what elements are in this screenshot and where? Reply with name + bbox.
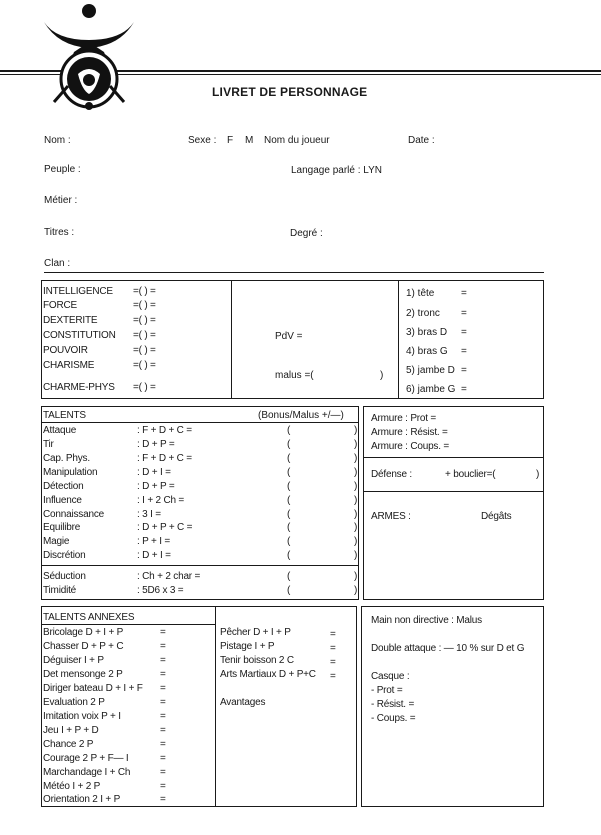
casque-coups[interactable]: - Coups. = [371, 713, 416, 724]
talent-formula[interactable]: : 3 I = [137, 509, 161, 520]
annexes-divider [215, 606, 216, 807]
casque-resist[interactable]: - Résist. = [371, 699, 415, 710]
double-attaque: Double attaque : — 10 % sur D et G [371, 643, 525, 654]
annex-name: Pêcher D + I + P [220, 627, 291, 638]
talent-bonus-open[interactable]: ( [287, 467, 291, 478]
annexes-header-rule [41, 624, 216, 625]
talent-bonus-close: ) [354, 585, 358, 596]
stat-name: DEXTERITE [43, 315, 98, 326]
emblem-icon [38, 2, 148, 114]
talent-bonus-close: ) [354, 509, 358, 520]
talent-name: Détection [43, 481, 84, 492]
talents-header-rule [41, 422, 359, 423]
page-title: LIVRET DE PERSONNAGE [212, 85, 368, 99]
stat-name: CHARISME [43, 360, 95, 371]
talent-bonus-close: ) [354, 522, 358, 533]
talent-bonus-close: ) [354, 453, 358, 464]
stat-name: CHARME-PHYS [43, 382, 115, 393]
date-label: Date : [408, 135, 435, 146]
sexe-label: Sexe : [188, 135, 217, 146]
malus-close: ) [380, 370, 384, 381]
stat-formula[interactable]: =( ) = [133, 345, 156, 356]
talent-bonus-open[interactable]: ( [287, 453, 291, 464]
metier-label: Métier : [44, 195, 78, 206]
annex-value[interactable]: = [160, 725, 166, 736]
avantages-label: Avantages [220, 697, 266, 708]
stat-name: FORCE [43, 300, 78, 311]
annex-name: Orientation 2 I + P [43, 794, 121, 805]
body-part-value[interactable]: = [461, 288, 467, 299]
annex-value[interactable]: = [330, 671, 336, 682]
talent-name: Timidité [43, 585, 77, 596]
talent-bonus-close: ) [354, 571, 358, 582]
annex-value[interactable]: = [160, 767, 166, 778]
stats-divider-1 [231, 280, 232, 399]
talents-bonus-header: (Bonus/Malus +/—) [258, 410, 344, 421]
talents-group-rule [41, 565, 359, 566]
talent-formula[interactable]: : I + 2 Ch = [137, 495, 185, 506]
stat-name: POUVOIR [43, 345, 88, 356]
annex-value[interactable]: = [160, 794, 166, 805]
body-part-value[interactable]: = [461, 346, 467, 357]
talent-formula[interactable]: : Ch + 2 char = [137, 571, 201, 582]
annex-name: Diriger bateau D + I + F [43, 683, 143, 694]
talent-bonus-open[interactable]: ( [287, 585, 291, 596]
stat-formula[interactable]: =( ) = [133, 330, 156, 341]
stats-divider-2 [398, 280, 399, 399]
armor-resist[interactable]: Armure : Résist. = [371, 427, 448, 438]
annex-value[interactable]: = [160, 781, 166, 792]
body-part-value[interactable]: = [461, 384, 467, 395]
sexe-f-option[interactable]: F [227, 135, 234, 146]
armor-coups[interactable]: Armure : Coups. = [371, 441, 450, 452]
stat-formula[interactable]: =( ) = [133, 360, 156, 371]
degre-label: Degré : [290, 228, 323, 239]
talent-bonus-open[interactable]: ( [287, 550, 291, 561]
annex-value[interactable]: = [160, 627, 166, 638]
annex-name: Marchandage I + Ch [43, 767, 131, 778]
body-part-label: 2) tronc [406, 308, 440, 319]
armor-prot[interactable]: Armure : Prot = [371, 413, 437, 424]
malus-label[interactable]: malus =( [275, 370, 314, 381]
annex-name: Bricolage D + I + P [43, 627, 124, 638]
talent-bonus-open[interactable]: ( [287, 495, 291, 506]
body-part-value[interactable]: = [461, 365, 467, 376]
player-name-label: Nom du joueur [264, 135, 330, 146]
annex-name: Chance 2 P [43, 739, 94, 750]
defense-label: Défense : [371, 469, 413, 480]
annex-value[interactable]: = [330, 629, 336, 640]
body-part-label: 1) tête [406, 288, 435, 299]
langage-label: Langage parlé : LYN [291, 165, 382, 176]
talent-formula[interactable]: : D + I = [137, 550, 171, 561]
talent-bonus-close: ) [354, 439, 358, 450]
annex-name: Jeu I + P + D [43, 725, 99, 736]
talent-formula[interactable]: : F + D + C = [137, 425, 192, 436]
casque-prot[interactable]: - Prot = [371, 685, 403, 696]
talent-bonus-open[interactable]: ( [287, 536, 291, 547]
annex-name: Courage 2 P + F— I [43, 753, 129, 764]
stat-formula[interactable]: =( ) = [133, 300, 156, 311]
degats-label: Dégâts [481, 511, 512, 522]
talent-name: Connaissance [43, 509, 104, 520]
annex-name: Evaluation 2 P [43, 697, 105, 708]
talent-bonus-open[interactable]: ( [287, 522, 291, 533]
annex-name: Imitation voix P + I [43, 711, 121, 722]
talent-bonus-close: ) [354, 536, 358, 547]
talent-bonus-close: ) [354, 495, 358, 506]
annex-name: Det mensonge 2 P [43, 669, 123, 680]
annex-value[interactable]: = [160, 697, 166, 708]
peuple-label: Peuple : [44, 164, 81, 175]
talent-bonus-open[interactable]: ( [287, 571, 291, 582]
annex-value[interactable]: = [160, 711, 166, 722]
annex-name: Déguiser I + P [43, 655, 104, 666]
pdv-label[interactable]: PdV = [275, 331, 303, 342]
armor-rule-1 [363, 457, 544, 458]
annex-value[interactable]: = [330, 657, 336, 668]
body-part-label: 4) bras G [406, 346, 448, 357]
annex-value[interactable]: = [160, 683, 166, 694]
stat-name: CONSTITUTION [43, 330, 116, 341]
body-part-label: 6) jambe G [406, 384, 456, 395]
talent-formula[interactable]: : P + I = [137, 536, 171, 547]
talent-formula[interactable]: : D + P + C = [137, 522, 193, 533]
annex-value[interactable]: = [160, 739, 166, 750]
casque-label: Casque : [371, 671, 410, 682]
clan-label: Clan : [44, 258, 71, 269]
talent-name: Magie [43, 536, 70, 547]
annex-value[interactable]: = [160, 655, 166, 666]
talent-name: Attaque [43, 425, 77, 436]
talent-bonus-close: ) [354, 550, 358, 561]
talent-name: Equilibre [43, 522, 81, 533]
talent-name: Tir [43, 439, 54, 450]
talent-bonus-open[interactable]: ( [287, 425, 291, 436]
talent-name: Cap. Phys. [43, 453, 90, 464]
talent-formula[interactable]: : D + I = [137, 467, 171, 478]
main-non-directive: Main non directive : Malus [371, 615, 482, 626]
annex-name: Pistage I + P [220, 641, 275, 652]
talent-formula[interactable]: : D + P = [137, 439, 175, 450]
stat-formula[interactable]: =( ) = [133, 286, 156, 297]
talent-bonus-close: ) [354, 481, 358, 492]
annex-name: Tenir boisson 2 C [220, 655, 294, 666]
clan-rule [44, 272, 544, 273]
annex-name: Météo I + 2 P [43, 781, 101, 792]
talent-bonus-close: ) [354, 467, 358, 478]
stat-formula[interactable]: =( ) = [133, 382, 156, 393]
annex-value[interactable]: = [160, 641, 166, 652]
stat-name: INTELLIGENCE [43, 286, 113, 297]
titres-label: Titres : [44, 227, 75, 238]
annexes-header: TALENTS ANNEXES [43, 612, 135, 623]
nom-label: Nom : [44, 135, 71, 146]
talent-name: Influence [43, 495, 82, 506]
sexe-m-option[interactable]: M [245, 135, 254, 146]
talent-bonus-open[interactable]: ( [287, 509, 291, 520]
talent-formula[interactable]: : 5D6 x 3 = [137, 585, 184, 596]
body-part-value[interactable]: = [461, 308, 467, 319]
talent-bonus-open[interactable]: ( [287, 481, 291, 492]
talent-name: Manipulation [43, 467, 98, 478]
body-part-label: 3) bras D [406, 327, 448, 338]
talents-header: TALENTS [43, 410, 86, 421]
talent-name: Discrétion [43, 550, 86, 561]
annex-value[interactable]: = [330, 643, 336, 654]
annex-value[interactable]: = [160, 753, 166, 764]
body-part-value[interactable]: = [461, 327, 467, 338]
armor-rule-2 [363, 491, 544, 492]
annex-name: Arts Martiaux D + P+C [220, 669, 316, 680]
bouclier-close: ) [536, 469, 540, 480]
talent-formula[interactable]: : F + D + C = [137, 453, 192, 464]
stat-formula[interactable]: =( ) = [133, 315, 156, 326]
annex-value[interactable]: = [160, 669, 166, 680]
talent-name: Séduction [43, 571, 86, 582]
talent-formula[interactable]: : D + P = [137, 481, 175, 492]
talent-bonus-close: ) [354, 425, 358, 436]
body-part-label: 5) jambe D [406, 365, 455, 376]
annex-name: Chasser D + P + C [43, 641, 124, 652]
armes-label: ARMES : [371, 511, 411, 522]
bouclier-field[interactable]: + bouclier=( [445, 469, 496, 480]
talent-bonus-open[interactable]: ( [287, 439, 291, 450]
